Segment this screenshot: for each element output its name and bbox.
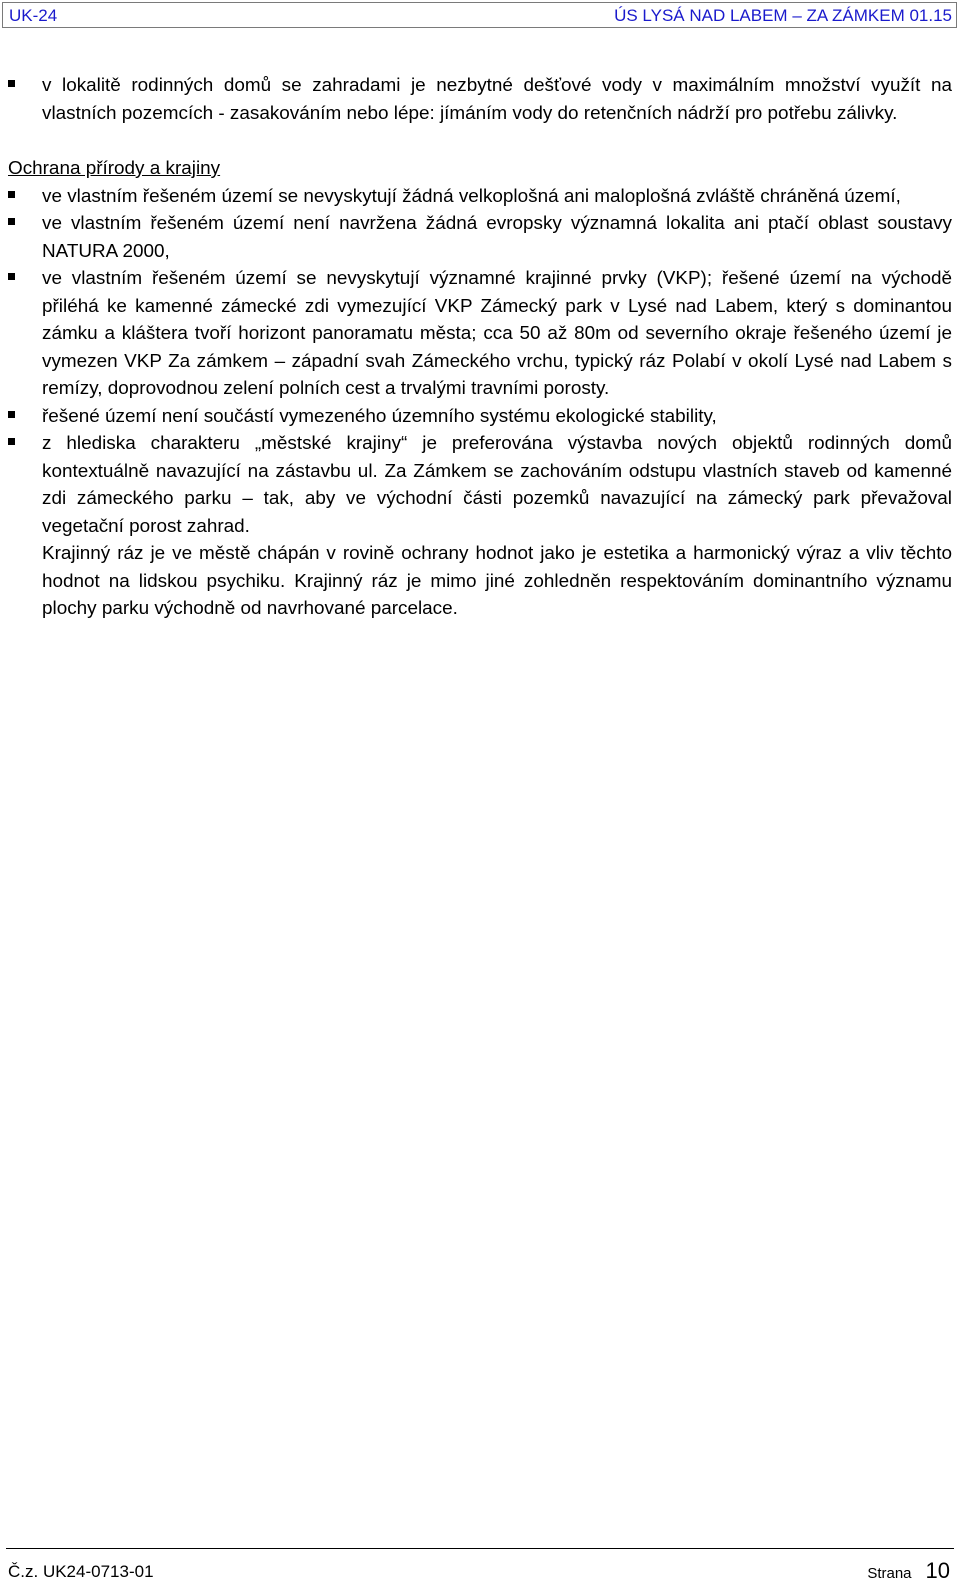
document-body — [8, 72, 952, 623]
paragraph: Krajinný ráz je ve městě chápán v rovině ochrany hodnot jako je estetika a harmonický výraz a vliv těchto hodnot na lidskou psychiku. Krajinný ráz je mimo jiné zohledněn respektováním dominantního významu plochy parku východně od navrhované parcelace. — [42, 543, 952, 619]
list-item-text: řešené území není součástí vymezeného územního systému ekologické stability, — [42, 405, 717, 427]
list-item — [8, 265, 952, 403]
bullet-square-icon — [8, 273, 15, 280]
bullet-square-icon — [8, 218, 15, 225]
list-item — [8, 210, 952, 265]
page-footer — [8, 1556, 952, 1586]
page-header — [2, 2, 957, 28]
list-item-text: v lokalitě rodinných domů se zahradami je nezbytné dešťové vody v maximálním množství využít na vlastních pozemcích - zasakováním nebo lépe: jímáním vody do retenčních nádrží pro potřebu zálivky. — [42, 75, 952, 124]
list-item-text: ve vlastním řešeném území se nevyskytují žádná velkoplošná ani maloplošná zvláště chráněná území, — [42, 185, 901, 207]
list-item — [8, 183, 952, 211]
header-doc-title: ÚS LYSÁ NAD LABEM – ZA ZÁMKEM 01.15 — [614, 6, 952, 25]
bullet-square-icon — [8, 191, 15, 198]
bullet-square-icon — [8, 438, 15, 445]
page-label: Strana — [867, 1565, 912, 1582]
list-item-text: ve vlastním řešeném území není navržena žádná evropsky významná lokalita ani ptačí oblast soustavy NATURA 2000, — [42, 213, 952, 262]
page-number-block — [867, 1558, 950, 1584]
page-number: 10 — [925, 1558, 950, 1583]
list-item-text: z hlediska charakteru „městské krajiny“ je preferována výstavba nových objektů rodinných domů kontextuálně navazující na zástavbu ul. Za Zámkem se zachováním odstupu vlastních staveb od kamenné zdi zámeckého parku – tak, aby ve východní části pozemků navazující na zámecký park převažoval vegetační porost zahrad. — [42, 433, 952, 537]
header-doc-code: UK-24 — [9, 6, 58, 25]
list-item — [8, 72, 952, 127]
list-item-text: ve vlastním řešeném území se nevyskytují významné krajinné prvky (VKP); řešené území na východě přiléhá ke kamenné zámecké zdi vymezující VKP Zámecký park v Lysé nad Labem, který s dominantou zámku a kláštera tvoří horizont panoramatu města; cca 50 až 80m od severního okraje řešeného území je vymezen VKP Za zámkem – západní svah Zámeckého vrchu, typický ráz Polabí v okolí Lysé nad Labem s remízy, doprovodnou zelení polních cest a trvalými travními porosty. — [42, 268, 952, 399]
bullet-square-icon — [8, 80, 15, 87]
footer-divider — [6, 1548, 954, 1549]
list-item — [8, 403, 952, 431]
bullet-square-icon — [8, 411, 15, 418]
footer-doc-number: Č.z. UK24-0713-01 — [8, 1562, 154, 1581]
list-item — [8, 430, 952, 540]
section-heading: Ochrana přírody a krajiny — [8, 158, 221, 179]
